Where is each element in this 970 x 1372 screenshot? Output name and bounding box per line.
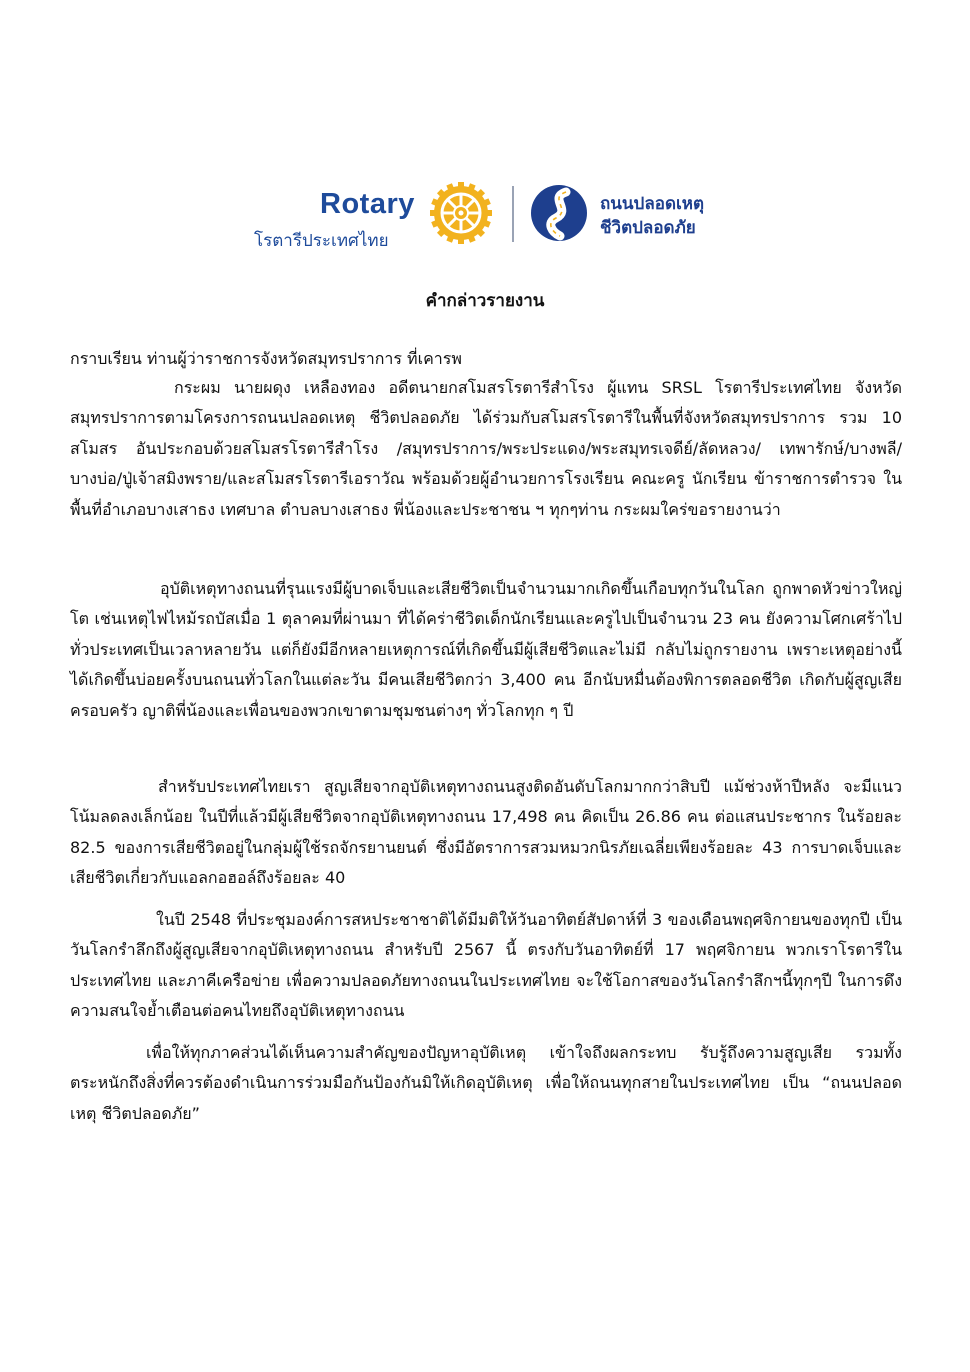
paragraph-closing: เพื่อให้ทุกภาคส่วนได้เห็นความสำคัญของปัญหาอุบัติเหตุ เข้าใจถึงผลกระทบ รับรู้ถึงความสูญเสีย รวมทั้งตระหนักถึงสิ่งที่ควรต้องดำเนินการร่วมมือกันป้องกันมิให้เกิดอุบัติเหตุ เพื่อให้ถนนทุกสายในประเทศไทย เป็น “ถนนปลอดเหตุ ชีวิตปลอดภัย”	[70, 1043, 902, 1123]
document-title: คำกล่าวรายงาน	[425, 291, 545, 311]
paragraph-world-day: ในปี 2548 ที่ประชุมองค์การสหประชาชาติได้มีมติให้วันอาทิตย์สัปดาห์ที่ 3 ของเดือนพฤศจิกายนของทุกปี เป็นวันโลกรำลึกถึงผู้สูญเสียจากอุบัติเหตุทางถนน สำหรับปี 2567 นี้ ตรงกับวันอาทิตย์ที่ 17 พฤศจิกายน พวกเราโรตารีในประเทศไทย และภาคีเครือข่าย เพื่อความปลอดภัยทางถนนในประเทศไทย จะใช้โอกาสของวันโลกรำลึกฯนี้ทุกๆปี ในการดึงความสนใจย้ำเตือนต่อคนไทยถึงอุบัติเหตุทางถนน	[70, 910, 902, 1021]
paragraph-intro: กระผม นายผดุง เหลืองทอง อดีตนายกสโมสรโรตารีสำโรง ผู้แทน SRSL โรตารีประเทศไทย จังหวัดสมุทรปราการตามโครงการถนนปลอดเหตุ ชีวิตปลอดภัย ได้ร่วมกับสโมสรโรตารีในพื้นที่จังหวัดสมุทรปราการ รวม 10 สโมสร อันประกอบด้วยสโมสรโรตารีสำโรง /สมุทรปราการ/พระประแดง/พระสมุทรเจดีย์/ลัดหลวง/ เทพารักษ์/บางพลี/บางบ่อ/ปู่เจ้าสมิงพราย/และสโมสรโรตารีเอราวัณ พร้อมด้วยผู้อำนวยการโรงเรียน คณะครู นักเรียน ข้าราชการตำรวจ ในพื้นที่อำเภอบางเสาธง เทศบาล ตำบลบางเสาธง พี่น้องและประชาชน ฯ ทุกๆท่าน กระผมใคร่ขอรายงานว่า	[70, 378, 903, 519]
rotary-wheel-icon	[430, 182, 492, 244]
paragraph-accidents-world: อุบัติเหตุทางถนนที่รุนแรงมีผู้บาดเจ็บและเสียชีวิตเป็นจำนวนมากเกิดขึ้นเกือบทุกวันในโลก ถูกพาดหัวข่าวใหญ่โต เช่นเหตุไฟไหม้รถบัสเมื่อ 1 ตุลาคมที่ผ่านมา ที่ได้คร่าชีวิตเด็กนักเรียนและครูไปเป็นจำนวน 23 คน ยังความโศกเศร้าไปทั่วประเทศเป็นเวลาหลายวัน แต่ก็ยังมีอีกหลายเหตุการณ์ที่เกิดขึ้นมีผู้เสียชีวิตและไม่มี กลับไม่ถูกรายงาน เพราะเหตุอย่างนี้ได้เกิดขึ้นบ่อยครั้งบนถนนทั่วโลกในแต่ละวัน มีคนเสียชีวิตกว่า 3,400 คน อีกนับหมื่นต้องพิการตลอดชีวิต เกิดกับผู้สูญเสีย ครอบครัว ญาติพี่น้องและเพื่อนของพวกเขาตามชุมชนต่างๆ ทั่วโลกทุก ๆ ปี	[70, 579, 902, 720]
road-safety-icon	[530, 184, 588, 242]
road-logo-line1: ถนนปลอดเหตุ	[600, 194, 705, 214]
logo-divider	[512, 186, 514, 242]
header-logos	[250, 178, 740, 256]
rotary-logo-thai: โรตารีประเทศไทย	[254, 231, 389, 251]
rotary-logo-text: Rotary	[320, 188, 415, 220]
road-logo-line2: ชีวิตปลอดภัย	[600, 218, 696, 238]
paragraph-thailand-stats: สำหรับประเทศไทยเรา สูญเสียจากอุบัติเหตุทางถนนสูงติดอันดับโลกมากกว่าสิบปี แม้ช่วงห้าปีหลัง จะมีแนวโน้มลดลงเล็กน้อย ในปีที่แล้วมีผู้เสียชีวิตจากอุบัติเหตุทางถนน 17,498 คน คิดเป็น 26.86 คน ต่อแสนประชากร ในร้อยละ 82.5 ของการเสียชีวิตอยู่ในกลุ่มผู้ใช้รถจักรยานยนต์ ซึ่งมีอัตราการสวมหมวกนิรภัยเฉลี่ยเพียงร้อยละ 43 การบาดเจ็บและเสียชีวิตเกี่ยวกับแอลกอฮอล์ถึงร้อยละ 40	[70, 777, 902, 888]
salutation: กราบเรียน ท่านผู้ว่าราชการจังหวัดสมุทรปราการ ที่เคารพ	[70, 349, 462, 368]
